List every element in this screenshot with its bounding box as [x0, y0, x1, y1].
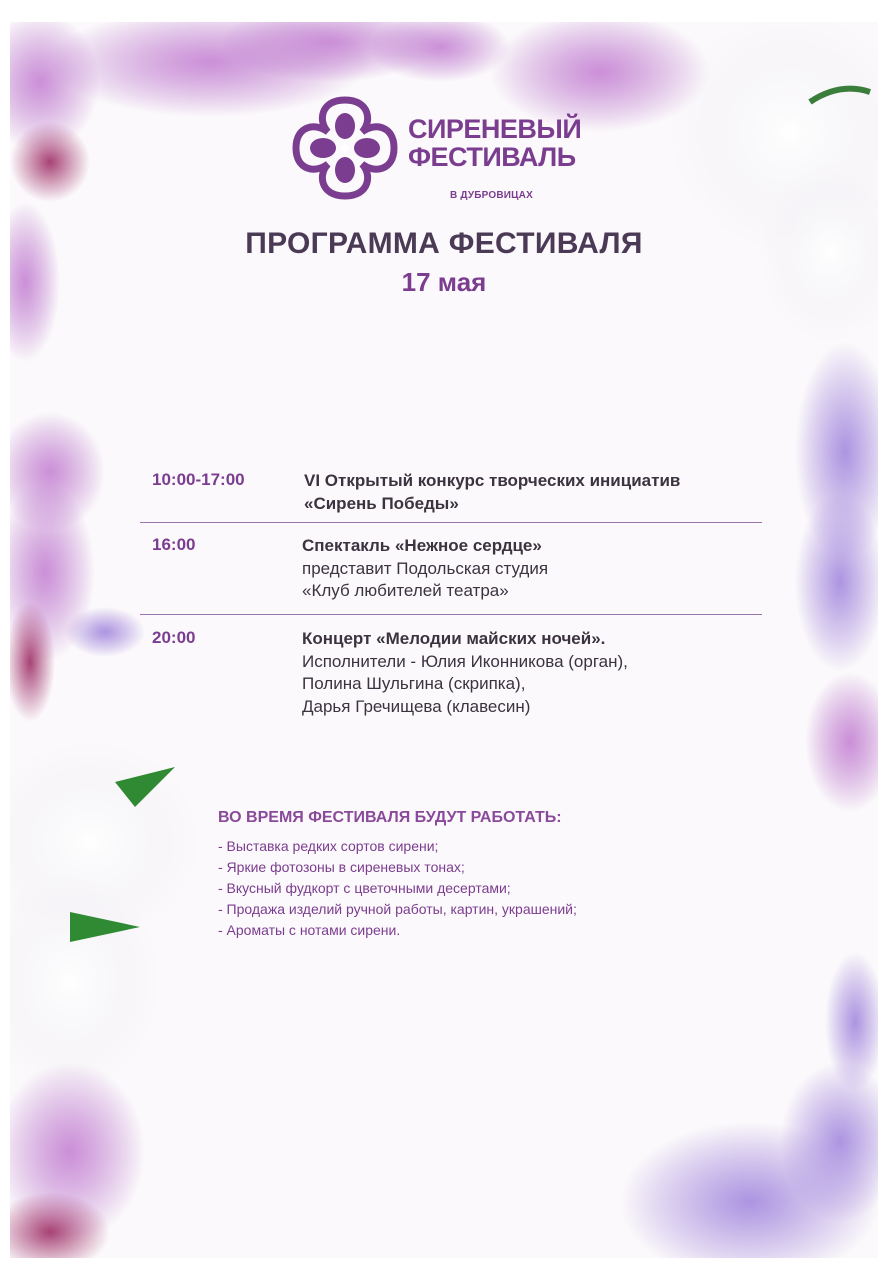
event-detail: Полина Шульгина (скрипка),	[302, 674, 526, 693]
brand-subtitle: В ДУБРОВИЦАХ	[450, 190, 533, 201]
event-title: VI Открытый конкурс творческих инициатив	[304, 471, 681, 490]
schedule-description	[302, 628, 772, 718]
event-title: Концерт «Мелодии майских ночей».	[302, 629, 606, 648]
list-item: - Яркие фотозоны в сиреневых тонах;	[218, 859, 465, 875]
event-title: Спектакль «Нежное сердце»	[302, 536, 542, 555]
list-item: - Продажа изделий ручной работы, картин, украшений;	[218, 901, 577, 917]
event-title-line: «Сирень Победы»	[304, 493, 459, 513]
event-detail: Исполнители - Юлия Иконникова (орган),	[302, 651, 628, 671]
page-title: ПРОГРАММА ФЕСТИВАЛЯ	[245, 227, 643, 260]
list-item: - Выставка редких сортов сирени;	[218, 838, 439, 854]
brand-line-2: ФЕСТИВАЛЬ	[408, 142, 576, 172]
divider	[140, 522, 762, 523]
event-detail: представит Подольская студия	[302, 558, 549, 578]
schedule-time: 16:00	[152, 535, 196, 554]
during-festival-list	[218, 836, 577, 941]
list-item: - Ароматы с нотами сирени.	[218, 922, 401, 938]
during-festival-heading: ВО ВРЕМЯ ФЕСТИВАЛЯ БУДУТ РАБОТАТЬ:	[218, 809, 562, 826]
event-detail: «Клуб любителей театра»	[302, 581, 509, 600]
divider	[140, 614, 762, 615]
list-item: - Вкусный фудкорт с цветочными десертами;	[218, 880, 511, 896]
brand-name	[408, 115, 581, 171]
schedule-time: 20:00	[152, 628, 196, 647]
schedule-time: 10:00-17:00	[152, 470, 245, 489]
festival-logo-icon	[290, 92, 400, 204]
brand-line-1: СИРЕНЕВЫЙ	[408, 114, 582, 144]
schedule-description	[304, 470, 774, 515]
festival-date: 17 мая	[401, 267, 487, 297]
schedule-description	[302, 535, 772, 603]
event-detail: Дарья Гречищева (клавесин)	[302, 696, 531, 716]
